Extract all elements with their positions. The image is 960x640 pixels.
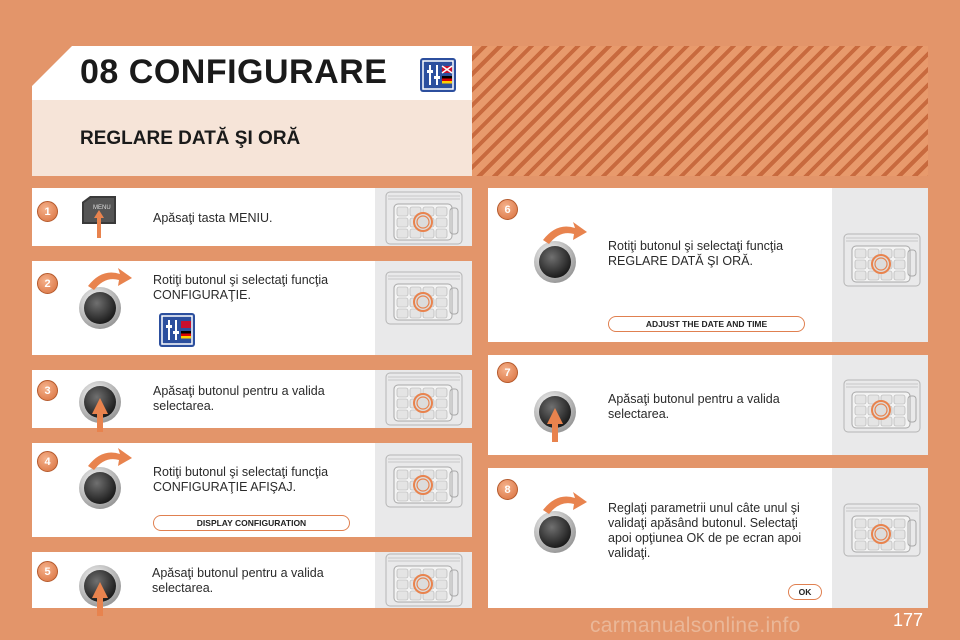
step-text-5: Apăsaţi butonul pentru a valida selectarea. [152,566,324,595]
step-badge-3: 3 [37,380,58,401]
step-badge-4: 4 [37,451,58,472]
radio-control-panel-icon [384,270,464,326]
display-configuration-label: DISPLAY CONFIGURATION [153,515,350,531]
step-text-2: Rotiţi butonul şi selectaţi funcţia CONFIGURAŢIE. [153,273,329,302]
step-text-4: Rotiţi butonul şi selectaţi funcţia CONFIGURAŢIE AFIŞAJ. [153,465,329,494]
step-badge-1: 1 [37,201,58,222]
step-text-1: Apăsaţi tasta MENIU. [153,211,273,225]
adjust-date-time-label: ADJUST THE DATE AND TIME [608,316,805,332]
configuration-icon [158,313,196,347]
radio-control-panel-icon [384,552,464,608]
step-text-3: Apăsaţi butonul pentru a valida selectarea. [153,384,325,413]
radio-control-panel-icon [384,190,464,246]
radio-control-panel-icon [384,371,464,427]
page-number: 177 [893,610,924,630]
menu-key-icon [80,196,118,224]
step-text-8: Reglaţi parametrii unul câte unul şi validaţi apăsând butonul. Selectaţi apoi opţiunea OK de pe ecran apoi validaţi. [608,501,802,560]
rotate-knob-icon [78,268,138,338]
page-title: 08 CONFIGURARE [80,53,388,91]
press-knob-icon [78,362,138,432]
press-knob-icon [533,372,593,442]
header-stripes [472,46,928,176]
radio-control-panel-icon [842,502,922,558]
step-badge-8: 8 [497,479,518,500]
radio-control-panel-icon [842,378,922,434]
step-badge-5: 5 [37,561,58,582]
press-knob-icon [78,546,138,616]
rotate-knob-icon [533,222,593,292]
step-text-7: Apăsaţi butonul pentru a valida selectarea. [608,392,780,421]
radio-control-panel-icon [384,453,464,509]
rotate-knob-icon [78,448,138,518]
step-text-6: Rotiţi butonul şi selectaţi funcţia REGLARE DATĂ ŞI ORĂ. [608,239,784,268]
page-subtitle: REGLARE DATĂ ŞI ORĂ [80,128,301,149]
radio-control-panel-icon [842,232,922,288]
step-badge-7: 7 [497,362,518,383]
menu-key-label: MENU [93,205,111,211]
step-badge-2: 2 [37,273,58,294]
rotate-knob-icon [533,492,593,562]
watermark: carmanualsonline.info [590,614,801,637]
ok-label: OK [788,584,822,600]
step-badge-6: 6 [497,199,518,220]
configuration-icon [420,58,456,92]
